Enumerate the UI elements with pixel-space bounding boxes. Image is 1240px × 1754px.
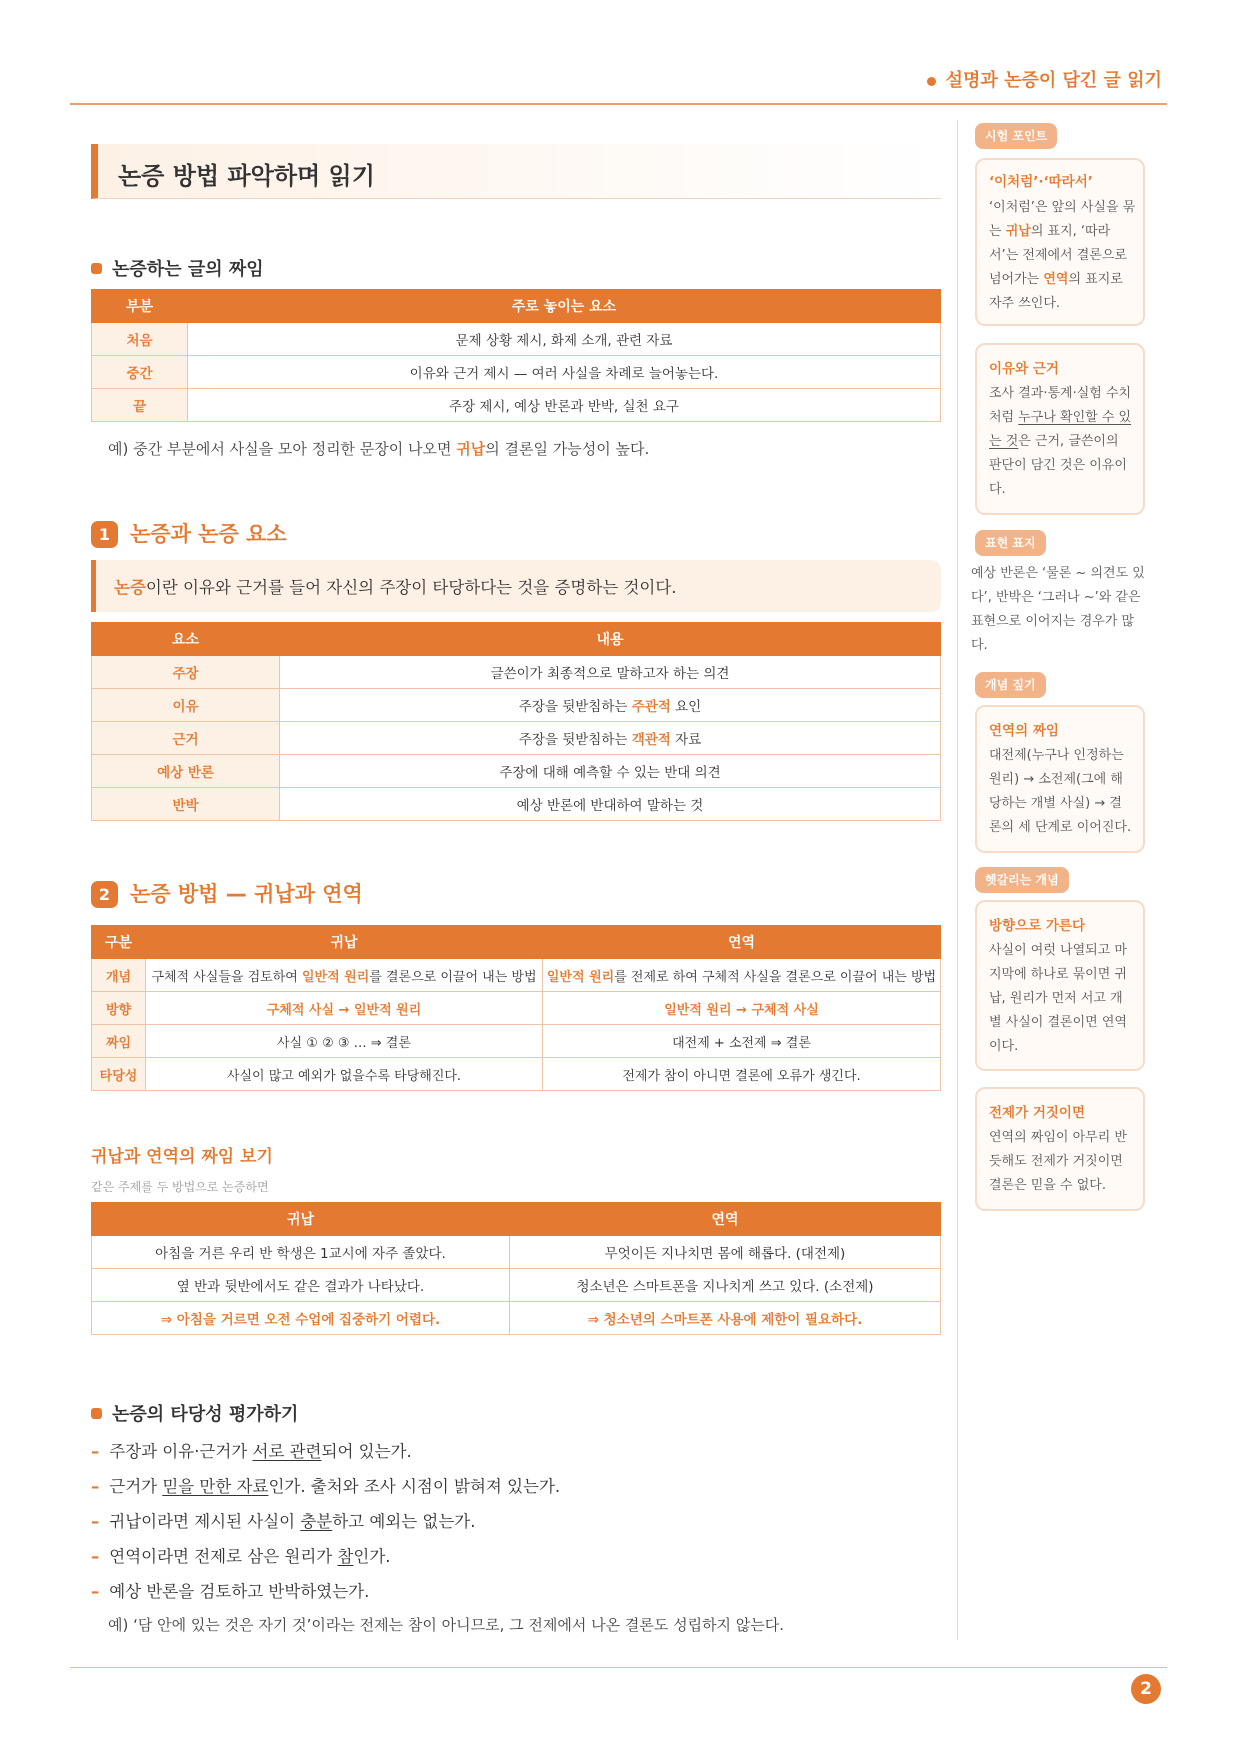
card-line bbox=[989, 220, 1135, 244]
page-number: 2 bbox=[1131, 1674, 1161, 1704]
card-body bbox=[989, 1126, 1127, 1198]
card-underline: 는 것 bbox=[989, 434, 1019, 449]
bullet-dot-icon bbox=[927, 77, 936, 86]
item-underline: 충분 bbox=[300, 1512, 333, 1531]
examples-title: 귀납과 연역의 짜임 보기 bbox=[91, 1147, 273, 1167]
cell-highlight: 일반적 원리 → 구체적 사실 bbox=[664, 1002, 819, 1018]
cell-highlight: 주관적 bbox=[631, 699, 671, 715]
example-cell: 아침을 거른 우리 반 학생은 1교시에 자주 졸았다. bbox=[92, 1236, 510, 1269]
card-line: 납, 원리가 먼저 서고 개 bbox=[989, 991, 1123, 1006]
card-line: 연역의 짜임이 아무리 반 bbox=[989, 1130, 1127, 1145]
evaluation-heading bbox=[91, 1400, 298, 1426]
table-row bbox=[92, 1236, 941, 1269]
column-header: 연역 bbox=[543, 926, 941, 959]
evaluation-heading-text: 논증의 타당성 평가하기 bbox=[112, 1404, 299, 1425]
sidebar-divider bbox=[957, 120, 958, 1640]
header-title bbox=[927, 66, 1162, 92]
card-line: ‘이처럼’은 앞의 사실을 묶 bbox=[989, 200, 1136, 215]
table-row bbox=[92, 689, 941, 722]
deduction-cell bbox=[543, 1025, 941, 1058]
dash-bullet-icon: – bbox=[91, 1582, 100, 1601]
definition-body: 이란 이유와 근거를 들어 자신의 주장이 타당하다는 것을 증명하는 것이다. bbox=[145, 578, 677, 597]
elements-table bbox=[91, 622, 941, 821]
examples-table bbox=[91, 1202, 941, 1335]
row-content bbox=[280, 689, 941, 722]
card-body bbox=[989, 382, 1131, 502]
row-label: 주장 bbox=[92, 656, 280, 689]
card-line: 대전제(누구나 인정하는 bbox=[989, 748, 1124, 763]
table-row bbox=[92, 1269, 941, 1302]
item-text: 인가. bbox=[353, 1547, 391, 1566]
examples-note: 같은 주제를 두 방법으로 논증하면 bbox=[91, 1180, 269, 1194]
definition-term: 논증 bbox=[114, 578, 146, 597]
table-row bbox=[92, 1058, 941, 1091]
dash-bullet-icon: – bbox=[91, 1547, 100, 1566]
row-label: 끝 bbox=[92, 389, 188, 422]
row-label: 처음 bbox=[92, 323, 188, 356]
conclusion-cell: ⇒ 청소년의 스마트폰 사용에 제한이 필요하다. bbox=[510, 1302, 941, 1335]
sidebar-tag: 표현 표지 bbox=[975, 530, 1046, 556]
card-line: 조사 결과·통계·실험 수치 bbox=[989, 386, 1132, 401]
row-content bbox=[280, 788, 941, 821]
row-label: 짜임 bbox=[92, 1025, 146, 1058]
cell-text: 전제가 참이 아니면 결론에 오류가 생긴다. bbox=[622, 1068, 861, 1084]
card-line bbox=[989, 406, 1131, 430]
item-text: 예상 반론을 검토하고 반박하였는가. bbox=[109, 1582, 370, 1601]
row-label: 근거 bbox=[92, 722, 280, 755]
sidebar-tag: 헷갈리는 개념 bbox=[975, 867, 1069, 893]
cell-highlight: 일반적 원리 bbox=[301, 969, 370, 985]
row-label: 타당성 bbox=[92, 1058, 146, 1091]
table-header-row bbox=[92, 290, 941, 323]
cell-text: 를 결론으로 이끌어 내는 방법 bbox=[369, 969, 537, 985]
header-title-text: 설명과 논증이 담긴 글 읽기 bbox=[945, 70, 1162, 91]
example-cell: 무엇이든 지나치면 몸에 해롭다. (대전제) bbox=[510, 1236, 941, 1269]
table-header-row bbox=[92, 623, 941, 656]
cell-text: 대전제 + 소전제 ⇒ 결론 bbox=[672, 1035, 811, 1051]
card-title: 연역의 짜임 bbox=[989, 723, 1059, 739]
row-label: 중간 bbox=[92, 356, 188, 389]
table-row bbox=[92, 722, 941, 755]
cell-text: 주장을 뒷받침하는 bbox=[518, 699, 632, 715]
example-text: 예) 중간 부분에서 사실을 모아 정리한 문장이 나오면 bbox=[108, 440, 457, 458]
table-row bbox=[92, 656, 941, 689]
row-label: 개념 bbox=[92, 959, 146, 992]
item-text: 주장과 이유·근거가 bbox=[109, 1442, 253, 1461]
card-body bbox=[989, 939, 1127, 1059]
dash-bullet-icon: – bbox=[91, 1477, 100, 1496]
card-text: 넘어가는 bbox=[989, 272, 1044, 287]
card-line: 당하는 개별 사실) → 결 bbox=[989, 796, 1122, 811]
column-header: 구분 bbox=[92, 926, 146, 959]
definition-text bbox=[114, 574, 677, 598]
item-text: 연역이라면 전제로 삼은 원리가 bbox=[109, 1547, 338, 1566]
column-header: 연역 bbox=[510, 1203, 941, 1236]
structure-heading bbox=[91, 255, 264, 281]
checklist-item bbox=[91, 1473, 560, 1497]
card-line: 사실이 여럿 나열되고 마 bbox=[989, 943, 1127, 958]
card-line: 듯해도 전제가 거짓이면 bbox=[989, 1154, 1123, 1169]
column-header: 귀납 bbox=[146, 926, 543, 959]
table-header-row bbox=[92, 1203, 941, 1236]
checklist-item bbox=[91, 1543, 391, 1567]
row-content bbox=[280, 722, 941, 755]
card-line: 결론은 믿을 수 없다. bbox=[989, 1178, 1106, 1193]
section-2-title: 논증 방법 — 귀납과 연역 bbox=[130, 882, 363, 906]
cell-highlight: 일반적 원리 bbox=[546, 969, 615, 985]
dash-bullet-icon: – bbox=[91, 1442, 100, 1461]
card-body bbox=[989, 196, 1135, 316]
card-line: 원리) → 소전제(그에 해 bbox=[989, 772, 1123, 787]
section-2-heading bbox=[91, 878, 363, 908]
column-header: 부분 bbox=[92, 290, 188, 323]
item-text: 근거가 bbox=[109, 1477, 163, 1496]
row-label: 반박 bbox=[92, 788, 280, 821]
card-title: 방향으로 가른다 bbox=[989, 918, 1085, 934]
plain-line: 표현으로 이어지는 경우가 많 bbox=[971, 614, 1135, 629]
item-text: 되어 있는가. bbox=[321, 1442, 412, 1461]
cell-text: 주장에 대해 예측할 수 있는 반대 의견 bbox=[499, 765, 721, 781]
section-1-title: 논증과 논증 요소 bbox=[130, 522, 287, 546]
example-cell: 옆 반과 뒷반에서도 같은 결과가 나타났다. bbox=[92, 1269, 510, 1302]
cell-text: 자료 bbox=[670, 732, 702, 748]
table-row bbox=[92, 788, 941, 821]
card-title: 전제가 거짓이면 bbox=[989, 1105, 1085, 1121]
section-1-heading bbox=[91, 518, 287, 548]
page-title: 논증 방법 파악하며 읽기 bbox=[118, 162, 375, 190]
induction-cell bbox=[146, 992, 543, 1025]
example-text: 의 결론일 가능성이 높다. bbox=[485, 440, 650, 458]
cell-text: 를 전제로 하여 구체적 사실을 결론으로 이끌어 내는 방법 bbox=[614, 969, 937, 985]
methods-table bbox=[91, 925, 941, 1091]
induction-cell bbox=[146, 1025, 543, 1058]
structure-example bbox=[108, 438, 649, 459]
cell-text: 주장을 뒷받침하는 bbox=[518, 732, 632, 748]
induction-cell bbox=[146, 959, 543, 992]
card-line: 자주 쓰인다. bbox=[989, 296, 1061, 311]
cell-text: 사실이 많고 예외가 없을수록 타당해진다. bbox=[226, 1068, 462, 1084]
card-title: 이유와 근거 bbox=[989, 361, 1059, 377]
row-label: 방향 bbox=[92, 992, 146, 1025]
square-bullet-icon bbox=[91, 263, 102, 274]
card-text: 는 bbox=[989, 224, 1006, 239]
cell-highlight: 객관적 bbox=[631, 732, 671, 748]
section-number-badge: 2 bbox=[91, 881, 118, 908]
table-row bbox=[92, 1025, 941, 1058]
conclusion-cell: ⇒ 아침을 거르면 오전 수업에 집중하기 어렵다. bbox=[92, 1302, 510, 1335]
table-header-row bbox=[92, 926, 941, 959]
card-text: 의 표지, ‘따라 bbox=[1030, 224, 1111, 239]
card-line bbox=[989, 430, 1131, 454]
evaluation-example: 예) ‘담 안에 있는 것은 자기 것’이라는 전제는 참이 아니므로, 그 전제에서 나온 결론도 성립하지 않는다. bbox=[108, 1616, 785, 1634]
example-highlight: 귀납 bbox=[456, 440, 486, 458]
plain-line: 예상 반론은 ‘물론 ~ 의견도 있 bbox=[971, 566, 1145, 581]
card-line: 다. bbox=[989, 482, 1006, 497]
table-row bbox=[92, 389, 941, 422]
sidebar-tag: 시험 포인트 bbox=[975, 123, 1057, 149]
checklist-item bbox=[91, 1578, 369, 1602]
card-line: 별 사실이 결론이면 연역 bbox=[989, 1015, 1127, 1030]
row-content: 주장 제시, 예상 반론과 반박, 실천 요구 bbox=[188, 389, 941, 422]
column-header: 요소 bbox=[92, 623, 280, 656]
structure-table bbox=[91, 289, 941, 422]
card-line: 지막에 하나로 묶이면 귀 bbox=[989, 967, 1127, 982]
plain-line: 다’, 반박은 ‘그러나 ~’와 같은 bbox=[971, 590, 1141, 605]
item-text: 하고 예외는 없는가. bbox=[332, 1512, 476, 1531]
table-row bbox=[92, 356, 941, 389]
header-divider bbox=[70, 103, 1167, 105]
cell-text: 요인 bbox=[670, 699, 702, 715]
cell-highlight: 구체적 사실 → 일반적 원리 bbox=[266, 1002, 422, 1018]
row-label: 예상 반론 bbox=[92, 755, 280, 788]
card-line bbox=[989, 268, 1135, 292]
item-underline: 서로 관련 bbox=[252, 1442, 322, 1461]
row-content: 이유와 근거 제시 — 여러 사실을 차례로 늘어놓는다. bbox=[188, 356, 941, 389]
cell-text: 글쓴이가 최종적으로 말하고자 하는 의견 bbox=[490, 666, 730, 682]
item-underline: 믿을 만한 자료 bbox=[162, 1477, 269, 1496]
card-line: 판단이 담긴 것은 이유이 bbox=[989, 458, 1127, 473]
item-underline: 참 bbox=[337, 1547, 354, 1566]
dash-bullet-icon: – bbox=[91, 1512, 100, 1531]
checklist-item bbox=[91, 1508, 475, 1532]
card-title: ‘이처럼’·‘따라서’ bbox=[989, 174, 1093, 190]
column-header: 내용 bbox=[280, 623, 941, 656]
sidebar-tag: 개념 짚기 bbox=[975, 672, 1046, 698]
cell-text: 사실 ① ② ③ … ⇒ 결론 bbox=[277, 1035, 411, 1051]
checklist-item bbox=[91, 1438, 412, 1462]
card-text: 처럼 bbox=[989, 410, 1019, 425]
column-header: 주로 놓이는 요소 bbox=[188, 290, 941, 323]
square-bullet-icon bbox=[91, 1408, 102, 1419]
card-text: 은 근거, 글쓴이의 bbox=[1018, 434, 1119, 449]
table-row bbox=[92, 1302, 941, 1335]
row-label: 이유 bbox=[92, 689, 280, 722]
row-content bbox=[280, 656, 941, 689]
card-line: 서’는 전제에서 결론으로 bbox=[989, 248, 1127, 263]
card-highlight: 귀납 bbox=[1005, 224, 1031, 239]
cell-text: 예상 반론에 반대하여 말하는 것 bbox=[516, 798, 704, 814]
card-underline: 누구나 확인할 수 있 bbox=[1018, 410, 1132, 425]
item-text: 귀납이라면 제시된 사실이 bbox=[109, 1512, 301, 1531]
induction-cell bbox=[146, 1058, 543, 1091]
card-line: 이다. bbox=[989, 1039, 1019, 1054]
deduction-cell bbox=[543, 959, 941, 992]
deduction-cell bbox=[543, 1058, 941, 1091]
structure-heading-text: 논증하는 글의 짜임 bbox=[112, 259, 264, 280]
table-row bbox=[92, 755, 941, 788]
table-row bbox=[92, 323, 941, 356]
table-row bbox=[92, 959, 941, 992]
example-cell: 청소년은 스마트폰을 지나치게 쓰고 있다. (소전제) bbox=[510, 1269, 941, 1302]
table-row bbox=[92, 992, 941, 1025]
sidebar-plain-text bbox=[971, 562, 1145, 658]
row-content bbox=[280, 755, 941, 788]
card-line: 론의 세 단계로 이어진다. bbox=[989, 820, 1132, 835]
footer-divider bbox=[70, 1667, 1167, 1668]
card-highlight: 연역 bbox=[1043, 272, 1069, 287]
section-number-badge: 1 bbox=[91, 521, 118, 548]
card-body bbox=[989, 744, 1131, 840]
column-header: 귀납 bbox=[92, 1203, 510, 1236]
row-content: 문제 상황 제시, 화제 소개, 관련 자료 bbox=[188, 323, 941, 356]
card-text: 의 표지로 bbox=[1068, 272, 1123, 287]
plain-line: 다. bbox=[971, 638, 988, 653]
item-text: 인가. 출처와 조사 시점이 밝혀져 있는가. bbox=[268, 1477, 561, 1496]
cell-text: 구체적 사실들을 검토하여 bbox=[151, 969, 302, 985]
deduction-cell bbox=[543, 992, 941, 1025]
